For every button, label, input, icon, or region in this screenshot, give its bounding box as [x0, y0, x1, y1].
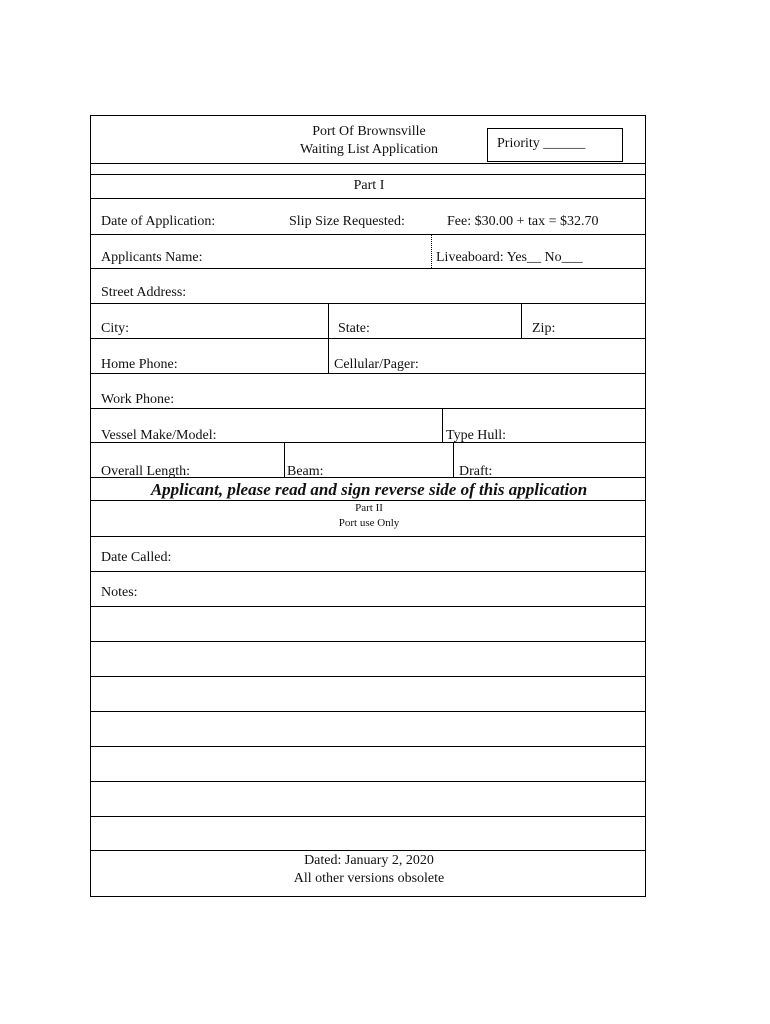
part2-subheading: Port use Only: [338, 517, 400, 529]
beam-field[interactable]: Beam:: [287, 464, 324, 479]
notes-field[interactable]: Notes:: [101, 585, 138, 600]
work-phone-field[interactable]: Work Phone:: [101, 392, 175, 407]
draft-field[interactable]: Draft:: [459, 464, 493, 479]
title-line-1: Port Of Brownsville: [312, 124, 426, 139]
part2-heading: Part II: [355, 502, 383, 514]
divider: [91, 234, 645, 235]
divider: [431, 234, 432, 268]
type-hull-field[interactable]: Type Hull:: [446, 428, 507, 443]
divider: [91, 850, 645, 851]
signature-notice: Applicant, please read and sign reverse side of this application: [150, 480, 588, 499]
divider: [91, 816, 645, 817]
divider: [442, 408, 443, 442]
vessel-make-model-field[interactable]: Vessel Make/Model:: [101, 428, 217, 443]
application-form: [90, 115, 646, 897]
divider: [91, 500, 645, 501]
date-of-application-field[interactable]: Date of Application:: [101, 214, 216, 229]
applicants-name-field[interactable]: Applicants Name:: [101, 250, 203, 265]
divider: [453, 442, 454, 477]
obsolete-note: All other versions obsolete: [293, 871, 445, 886]
state-field[interactable]: State:: [338, 321, 370, 336]
slip-size-field[interactable]: Slip Size Requested:: [289, 214, 405, 229]
divider: [91, 781, 645, 782]
divider: [91, 408, 645, 409]
divider: [91, 373, 645, 374]
divider: [91, 536, 645, 537]
divider: [91, 746, 645, 747]
divider: [91, 711, 645, 712]
divider: [91, 571, 645, 572]
liveaboard-field[interactable]: Liveaboard: Yes__ No___: [436, 250, 583, 265]
cellular-field[interactable]: Cellular/Pager:: [334, 357, 419, 372]
part1-heading: Part I: [353, 178, 385, 193]
overall-length-field[interactable]: Overall Length:: [101, 464, 191, 479]
divider: [91, 268, 645, 269]
street-address-field[interactable]: Street Address:: [101, 285, 187, 300]
city-field[interactable]: City:: [101, 321, 130, 336]
divider: [91, 163, 645, 164]
divider: [284, 442, 285, 477]
divider: [91, 303, 645, 304]
home-phone-field[interactable]: Home Phone:: [101, 357, 178, 372]
divider: [328, 303, 329, 373]
divider: [91, 641, 645, 642]
title-line-2: Waiting List Application: [299, 142, 439, 157]
dated-label: Dated: January 2, 2020: [304, 853, 434, 868]
fee-label: Fee: $30.00 + tax = $32.70: [447, 214, 599, 229]
divider: [91, 676, 645, 677]
date-called-field[interactable]: Date Called:: [101, 550, 172, 565]
divider: [521, 303, 522, 338]
divider: [91, 198, 645, 199]
zip-field[interactable]: Zip:: [532, 321, 556, 336]
divider: [91, 606, 645, 607]
divider: [91, 338, 645, 339]
priority-label: Priority ______: [497, 136, 586, 151]
priority-box[interactable]: [487, 128, 623, 162]
divider: [91, 174, 645, 175]
